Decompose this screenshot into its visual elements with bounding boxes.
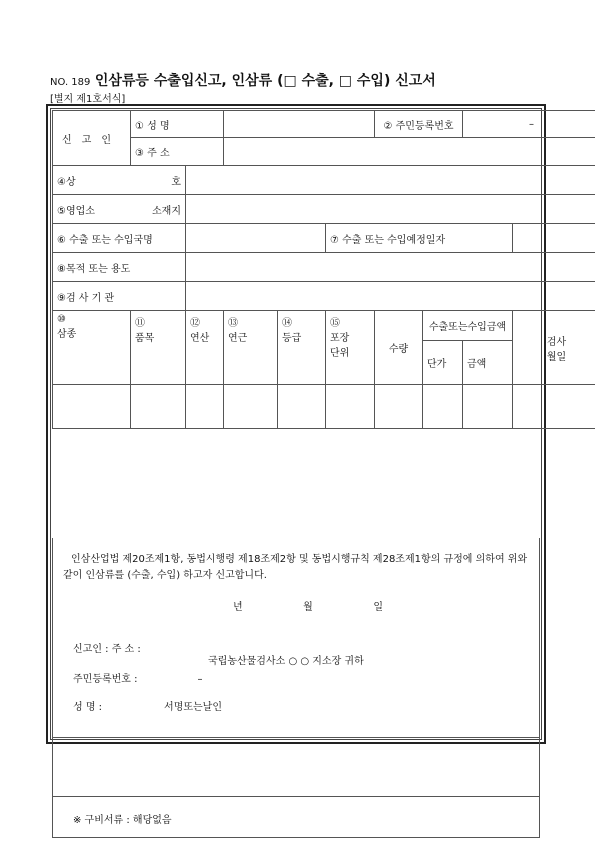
purpose-label: ⑧목적 또는 용도 — [53, 253, 186, 282]
col-root-age: ⑬ 연근 — [224, 311, 278, 385]
date-label: ⑦ 수출 또는 수입예정일자 — [326, 224, 513, 253]
cell-grade[interactable] — [278, 385, 326, 429]
declaration-text: 인삼산업법 제20조제1항, 동법시행령 제18조제2항 및 동법시행규칙 제28조제1항의 규정에 의하여 위와 같이 인삼류를 (수출, 수입) 하고자 신고합니다. — [63, 554, 528, 581]
cell-package-unit[interactable] — [326, 385, 375, 429]
address-label: ③ 주 소 — [131, 138, 224, 166]
trade-name-field[interactable] — [186, 166, 595, 195]
cell-amount[interactable] — [463, 385, 513, 429]
signature-label: 서명또는날인 — [164, 702, 223, 713]
applicant-name-line: 성 명 : 서명또는날인 — [73, 702, 223, 713]
form-grid — [52, 110, 595, 429]
inspection-agency-label: ⑨검 사 기 관 — [53, 282, 186, 311]
business-location-label: ⑤영업소 소재지 — [53, 195, 186, 224]
report-form — [46, 104, 567, 826]
cell-quantity[interactable] — [375, 385, 423, 429]
year-label: 년 — [233, 602, 243, 613]
purpose-field[interactable] — [186, 253, 595, 282]
date-line — [233, 598, 383, 613]
rrn-field[interactable]: – — [463, 111, 595, 138]
cell-year-produced[interactable] — [186, 385, 224, 429]
applicant-address-line: 신고인 : 주 소 : — [73, 644, 141, 655]
form-title — [50, 70, 436, 90]
cell-item[interactable] — [131, 385, 186, 429]
cell-ginseng-type[interactable] — [53, 385, 131, 429]
name-label: ① 성 명 — [131, 111, 224, 138]
col-item: ⑪ 품목 — [131, 311, 186, 385]
day-label: 일 — [373, 602, 383, 613]
attachments-footer — [52, 796, 540, 838]
month-label: 월 — [303, 602, 313, 613]
form-subtitle: [별지 제1호서식] — [50, 94, 126, 105]
trade-name-label: ④상 호 — [53, 166, 186, 195]
col-quantity: 수량 — [375, 311, 423, 385]
inspection-agency-field[interactable] — [186, 282, 595, 311]
applicant-label: 신고인 — [53, 111, 131, 166]
business-location-field[interactable] — [186, 195, 595, 224]
attachments-note: ※ 구비서류 : 해당없음 — [73, 815, 172, 826]
declaration-area — [52, 538, 540, 738]
address-field[interactable] — [224, 138, 595, 166]
col-inspection-date: 검사 월일 — [513, 311, 595, 385]
col-year-produced: ⑫ 연산 — [186, 311, 224, 385]
col-unit-price: 단가 — [423, 341, 463, 385]
date-field[interactable] — [513, 224, 595, 253]
cell-inspection-date[interactable] — [513, 385, 595, 429]
recipient-area — [52, 738, 540, 796]
rrn-label: ② 주민등록번호 — [375, 111, 463, 138]
col-amount: 금액 — [463, 341, 513, 385]
name-field[interactable] — [224, 111, 375, 138]
form-main-title: 인삼류등 수출입신고, 인삼류 (□ 수출, □ 수입) 신고서 — [94, 73, 436, 89]
recipient-line: 국립농산물검사소 ○ ○ 지소장 귀하 — [208, 656, 364, 667]
col-amount-group: 수출또는수입금액 — [423, 311, 513, 341]
country-label: ⑥ 수출 또는 수입국명 — [53, 224, 186, 253]
col-package-unit: ⑮ 포장 단위 — [326, 311, 375, 385]
cell-unit-price[interactable] — [423, 385, 463, 429]
col-ginseng-type: ⑩ 삼종 — [53, 311, 131, 385]
applicant-rrn-line: 주민등록번호 : – — [73, 674, 203, 685]
cell-root-age[interactable] — [224, 385, 278, 429]
form-number: NO. 189 — [50, 77, 91, 88]
country-field[interactable] — [186, 224, 326, 253]
col-grade: ⑭ 등급 — [278, 311, 326, 385]
